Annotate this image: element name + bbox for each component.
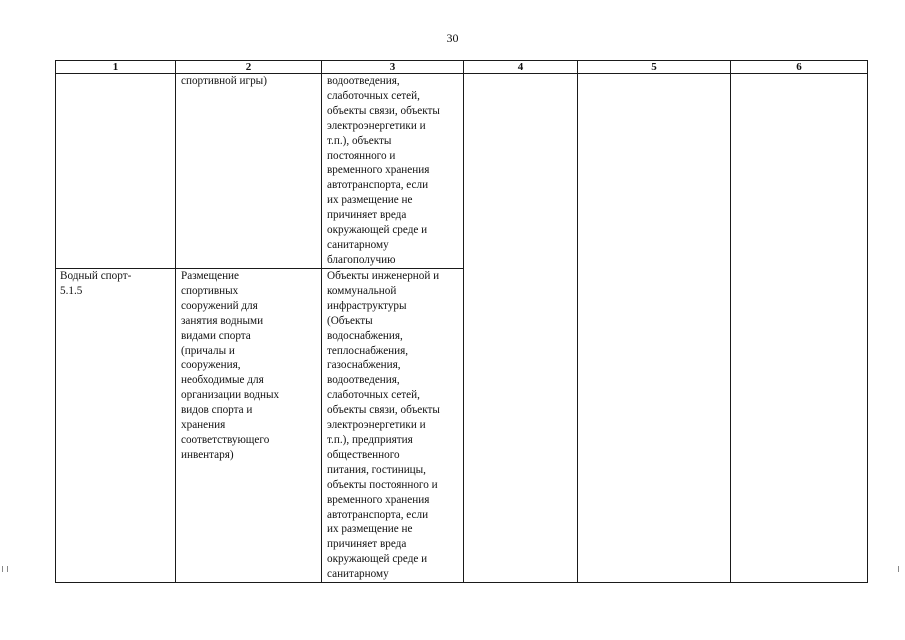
table-cell-column-5 (578, 74, 731, 583)
cell-text: Водный спорт- 5.1.5 (60, 270, 132, 297)
table-cell-permitted-objects (322, 269, 464, 583)
column-header-3: 3 (322, 61, 464, 74)
regulation-table (55, 60, 868, 583)
cell-text: Объекты инженерной и коммунальной инфраструктуры (Объекты водоснабжения, теплоснабжения, газоснабжения, водоотведения, слаботочных сетей, объекты связи, объекты электроэнергетики и т.п.), предприятия общественного питания, гостиницы, объекты постоянного и временного хранения автотранспорта, если их размещение не причиняет вреда окружающей среде и санитарному (327, 270, 440, 581)
table-cell-column-6 (731, 74, 868, 583)
table-cell-use-description (176, 269, 322, 583)
table-cell-permitted-objects (322, 74, 464, 269)
cell-text: водоотведения, слаботочных сетей, объекты связи, объекты электроэнергетики и т.п.), объекты постоянного и временного хранения автотранспорта, если их размещение не причиняет вреда окружающей среде и санитарному благополучию (327, 75, 440, 266)
page-number: 30 (446, 31, 459, 45)
column-header-1: 1 (56, 61, 176, 74)
table-cell-use-description (176, 74, 322, 269)
table-cell-column-4 (464, 74, 578, 583)
table-cell-use-name (56, 269, 176, 583)
scan-margin-mark-left (2, 566, 8, 572)
column-header-5: 5 (578, 61, 731, 74)
table-header-row (56, 61, 868, 74)
table-cell-use-name (56, 74, 176, 269)
column-header-4: 4 (464, 61, 578, 74)
table-row (56, 74, 868, 269)
scan-margin-mark-right (898, 566, 900, 572)
cell-text: спортивной игры) (181, 75, 267, 87)
column-header-2: 2 (176, 61, 322, 74)
cell-text: Размещение спортивных сооружений для занятия водными видами спорта (причалы и сооружения, необходимые для организации водных видов спорта и хранения соответствующего инвентаря) (181, 270, 280, 461)
column-header-6: 6 (731, 61, 868, 74)
